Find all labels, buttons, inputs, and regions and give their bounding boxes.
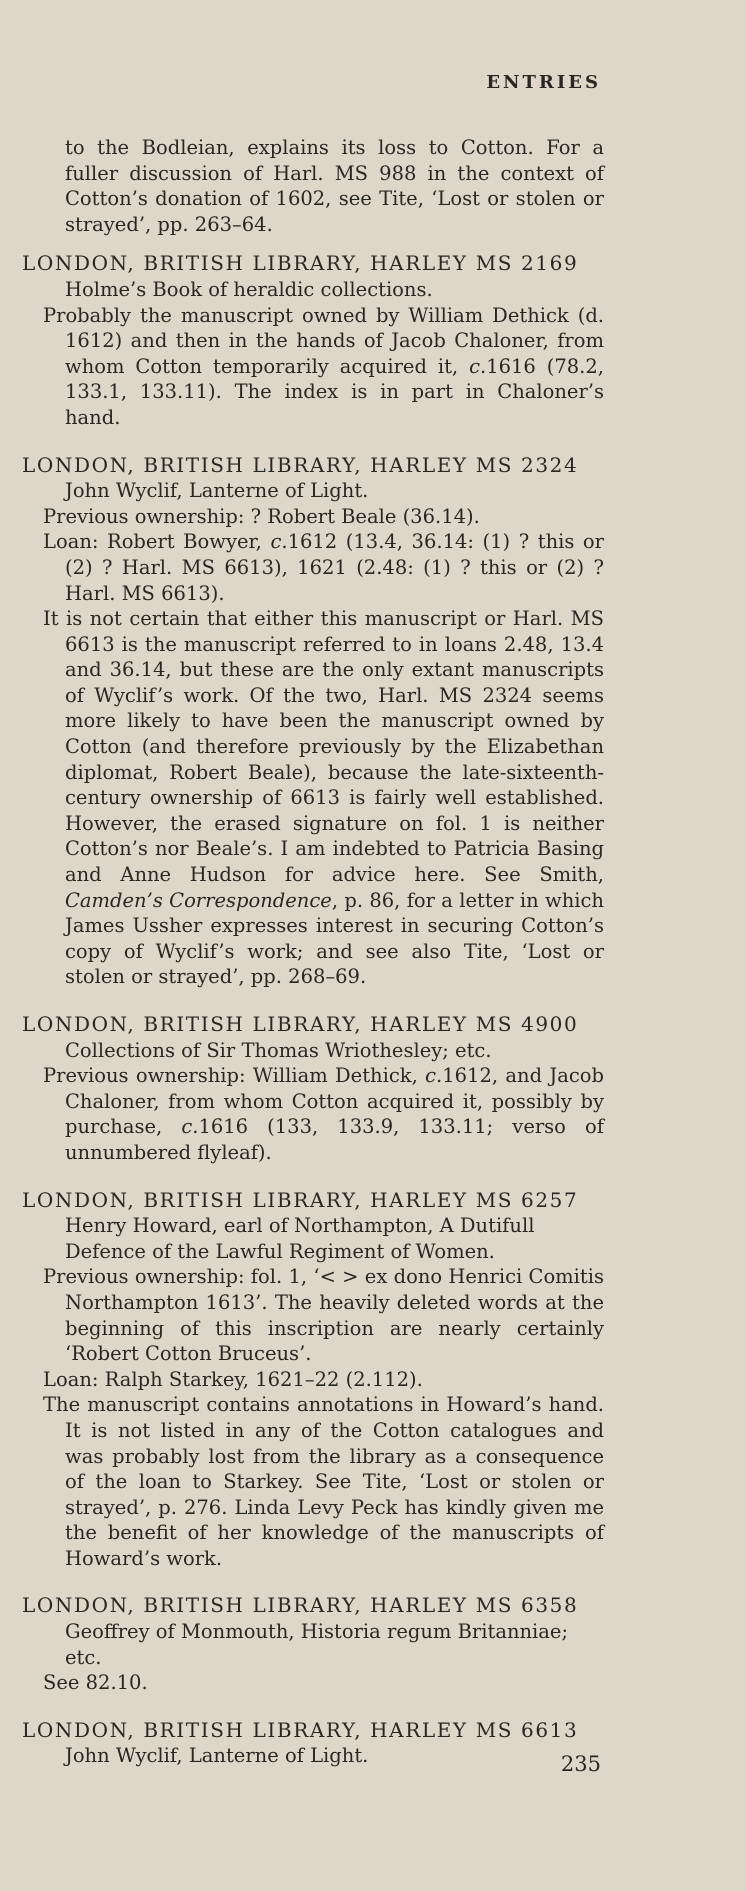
entries-column [22, 135, 604, 1791]
entry-heading: LONDON, BRITISH LIBRARY, HARLEY MS 6613 [22, 1717, 579, 1742]
running-head: ENTRIES [486, 72, 601, 93]
entry-paragraph: The manuscript contains annotations in Howard’s hand. It is not listed in any of the Cotton catalogues and was probably lost from the library as a consequence of the loan to Starkey. See Tite, ‘Lost or stolen or strayed’, p. 276. Linda Levy Peck has kindly given me the benefit of her knowledge of the manuscripts of Howard’s work. [43, 1393, 604, 1570]
entry-harley-6613 [22, 1718, 604, 1769]
entry-paragraph: Previous ownership: William Dethick, c.1612, and Jacob Chaloner, from whom Cotton acquired it, possibly by purchase, c.1616 (133, 133.9, 133.11; verso of unnumbered flyleaf). [43, 1064, 604, 1164]
entry-heading: LONDON, BRITISH LIBRARY, HARLEY MS 2169 [22, 251, 579, 276]
entry-heading: LONDON, BRITISH LIBRARY, HARLEY MS 6358 [22, 1593, 579, 1618]
entry-paragraph: Previous ownership: ? Robert Beale (36.14). [43, 504, 480, 528]
entry-harley-6257 [22, 1188, 604, 1572]
entry-paragraph: Loan: Ralph Starkey, 1621–22 (2.112). [43, 1367, 423, 1391]
entry-harley-4900 [22, 1012, 604, 1166]
entry-harley-6358 [22, 1593, 604, 1695]
entry-paragraph: Probably the manuscript owned by William Dethick (d. 1612) and then in the hands of Jacob Chaloner, from whom Cotton temporarily acquired it, c.1616 (78.2, 133.1, 133.11). The index is in part in Chaloner’s hand. [43, 303, 604, 429]
entry-heading: LONDON, BRITISH LIBRARY, HARLEY MS 4900 [22, 1012, 579, 1036]
entry-title: Collections of Sir Thomas Wriothesley; etc. [65, 1038, 492, 1062]
page-number: 235 [560, 1752, 601, 1776]
entry-heading: LONDON, BRITISH LIBRARY, HARLEY MS 2324 [22, 452, 579, 477]
entry-title: Geoffrey of Monmouth, Historia regum Britanniae; etc. [65, 1620, 569, 1669]
entry-harley-2324 [22, 453, 604, 990]
entry-heading: LONDON, BRITISH LIBRARY, HARLEY MS 6257 [22, 1187, 579, 1212]
entry-title: Holme’s Book of heraldic collections. [65, 277, 433, 301]
entry-paragraph: Loan: Robert Bowyer, c.1612 (13.4, 36.14: (1) ? this or (2) ? Harl. MS 6613), 1621 (2.48: (1) ? this or (2) ? Harl. MS 6613). [43, 530, 604, 605]
continuation-paragraph: to the Bodleian, explains its loss to Cotton. For a fuller discussion of Harl. MS 988 in the context of Cotton’s donation of 1602, see Tite, ‘Lost or stolen or strayed’, pp. 263–64. [65, 136, 604, 236]
entry-paragraph: It is not certain that either this manuscript or Harl. MS 6613 is the manuscript referred to in loans 2.48, 13.4 and 36.14, but these are the only extant manuscripts of Wyclif’s work. Of the two, Harl. MS 2324 seems more likely to have been the manuscript owned by Cotton (and therefore previously by the Elizabethan diplomat, Robert Beale), because the late-sixteenth-century ownership of 6613 is fairly well established. However, the erased signature on fol. 1 is neither Cotton’s nor Beale’s. I am indebted to Patricia Basing and Anne Hudson for advice here. See Smith, Camden’s Correspondence, p. 86, for a letter in which James Ussher expresses interest in securing Cotton’s copy of Wyclif’s work; and see also Tite, ‘Lost or stolen or strayed’, pp. 268–69. [43, 607, 604, 989]
entry-title: John Wyclif, Lanterne of Light. [65, 1744, 369, 1768]
entry-title: John Wyclif, Lanterne of Light. [65, 479, 369, 503]
entry-title: Henry Howard, earl of Northampton, A Dutifull Defence of the Lawful Regiment of Women. [65, 1214, 535, 1263]
entry-harley-2169 [22, 251, 604, 430]
entry-paragraph: Previous ownership: fol. 1, ‘< > ex dono Henrici Comitis Northampton 1613’. The heavily deleted words at the beginning of this inscription are nearly certainly ‘Robert Cotton Bruceus’. [43, 1265, 604, 1366]
entry-paragraph: See 82.10. [43, 1671, 148, 1695]
